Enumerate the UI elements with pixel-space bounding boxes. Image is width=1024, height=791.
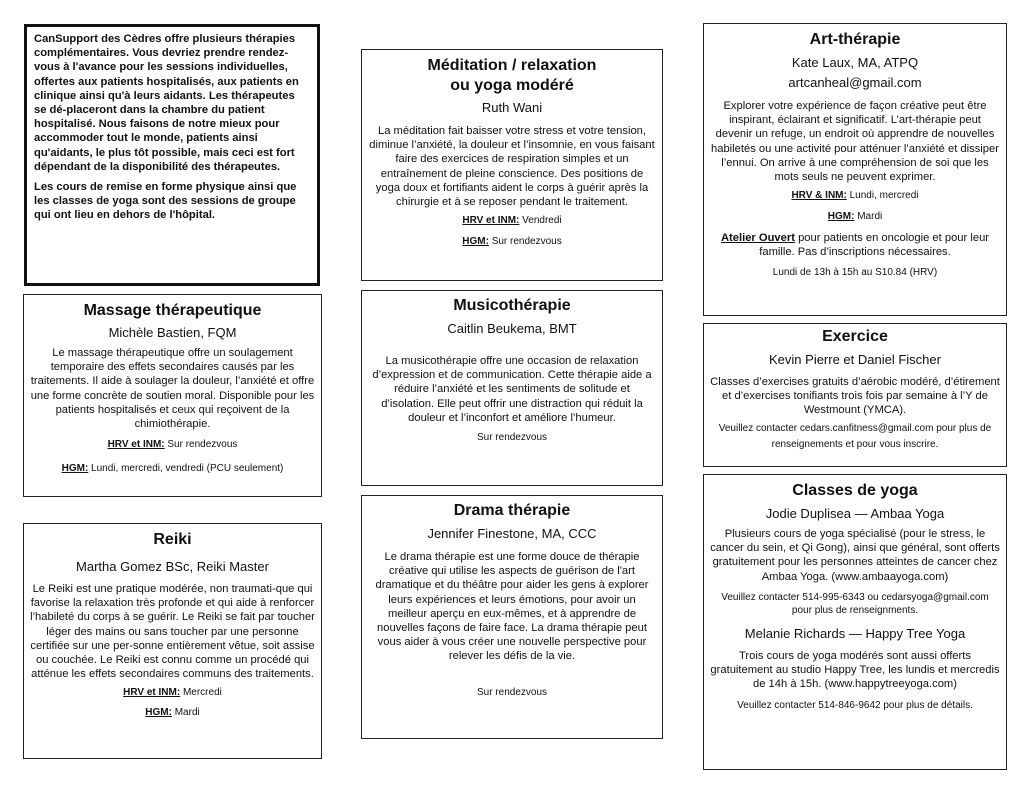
reiki-box [23, 523, 322, 759]
art-therapy-schedule-hgm [710, 210, 1000, 223]
drama-therapy-description: Le drama thérapie est une forme douce de thérapie créative qui utilise les aspects de guérison de l'art dramatique et du théâtre pour aider les gens à explorer leurs expériences et leurs émotions, pour avoir un meilleur aperçu en eux-mêmes, et à apprendre de nouvelles façons de faire face. La drama thérapie peut vous aider à vous créer une nouvelle perspective pour relever les défis de la vie. [375, 551, 649, 663]
art-therapy-atelier-label: Atelier Ouvert [720, 232, 795, 245]
meditation-schedule-hgm [368, 235, 656, 248]
meditation-title-line-2: ou yoga modéré [450, 77, 574, 94]
intro-paragraph-1: CanSupport des Cèdres offre plusieurs thérapies complémentaires. Vous devriez prendre rendez-vous à l'avance pour les sessions individuelles, offertes aux patients hospitalisés, aux patients en clinique ainsi qu'à leurs aidants. Les thérapeutes se dé-placeront dans la chambre du patient hospitalisé. Nous faisons de notre mieux pour accommoder tout le monde, patients ainsi qu'aidants, le plus tôt possible, mais ceci est fort dépendant de la disponibilité des thérapeutes. [34, 33, 299, 173]
art-therapy-therapist: Kate Laux, MA, ATPQ [791, 55, 919, 70]
art-therapy-email: artcanheal@gmail.com [788, 75, 922, 90]
reiki-therapist: Martha Gomez BSc, Reiki Master [76, 559, 269, 574]
reiki-schedule-hrv-label: HRV et INM: [123, 687, 181, 699]
meditation-schedule-hgm-text: Sur rendezvous [488, 236, 562, 248]
exercise-box [703, 323, 1007, 467]
meditation-schedule-hrv-text: Vendredi [519, 215, 562, 227]
yoga-description-ambaa: Plusieurs cours de yoga spécialisé (pour le stress, le cancer du sein, et Qi Gong), ainsi que général, sont offerts gratuitement pour les personnes atteintes de cancer chez Ambaa Yoga. (www.ambaayoga.com) [710, 528, 1000, 583]
yoga-teacher-ambaa: Jodie Duplisea — Ambaa Yoga [765, 506, 945, 521]
drama-therapy-therapist: Jennifer Finestone, MA, CCC [427, 526, 597, 541]
intro-box [24, 24, 320, 286]
art-therapy-atelier-time: Lundi de 13h à 15h au S10.84 (HRV) [772, 266, 938, 278]
meditation-schedule-hgm-label: HGM: [462, 236, 489, 248]
massage-schedule-hgm [30, 462, 315, 475]
drama-therapy-box [361, 495, 663, 739]
yoga-contact-ambaa: Veuillez contacter 514-995-6343 ou cedarsyoga@gmail.com pour plus de renseignments. [721, 591, 989, 616]
massage-therapist: Michèle Bastien, FQM [108, 325, 237, 340]
art-therapy-schedule-hgm-label: HGM: [827, 211, 855, 223]
meditation-therapist: Ruth Wani [481, 100, 543, 115]
art-therapy-schedule-hrv-label: HRV & INM: [791, 190, 847, 202]
massage-description: Le massage thérapeutique offre un soulagement temporaire des effets secondaires causés par les traitements. Il aide à soulager la douleur, l’anxiété et offre une forme concrète de soutien moral. Disponible pour les patients hospitalisés et ceux qui reçoivent de la chimiothérapie. [30, 347, 315, 431]
art-therapy-description: Explorer votre expérience de façon créative peut être inspirant, éclairant et significatif. L’art-thérapie peut devenir un refuge, un endroit où apprendre de nouvelles habiletés ou une activité pour atténuer l’anxiété et dissiper l’ennui. On arrive à une compréhension de soi que les mots seuls ne peuvent exprimer. [711, 100, 999, 184]
meditation-schedule-hrv [368, 214, 656, 227]
art-therapy-title: Art-thérapie [809, 31, 901, 48]
drama-therapy-title: Drama thérapie [453, 502, 571, 519]
intro-paragraph-2: Les cours de remise en forme physique ainsi que les classes de yoga sont des sessions de groupe qui ont lieu en dehors de l'hôpital. [34, 181, 297, 222]
yoga-contact-happy-tree: Veuillez contacter 514-846-9642 pour plus de détails. [737, 700, 973, 712]
exercise-description: Classes d’exercises gratuits d’aérobic modéré, d’étirement et d’exercises tonifiants trois fois par semaine à l’Y de Westmount (YMCA). [710, 376, 1000, 417]
drama-therapy-schedule: Sur rendezvous [476, 686, 548, 698]
exercise-contact: Veuillez contacter cedars.canfitness@gmail.com pour plus de renseignements et pour vous inscrire. [718, 422, 992, 450]
meditation-description: La méditation fait baisser votre stress et votre tension, diminue l’anxiété, la douleur et l’insomnie, en vous faisant faire des exercices de respiration simples et un entraînement de pleine conscience. Des positions de yoga doux et fortifiants aident le corps à guérir après la chirurgie et à se reposer pendant le traitement. [369, 125, 655, 209]
art-therapy-box [703, 23, 1007, 316]
massage-schedule-hrv-text: Sur rendezvous [164, 439, 238, 451]
art-therapy-schedule-hrv-text: Lundi, mercredi [846, 190, 919, 202]
musicotherapy-schedule: Sur rendezvous [476, 432, 548, 444]
art-therapy-schedule-hgm-text: Mardi [854, 211, 883, 223]
reiki-schedule-hrv [30, 686, 315, 699]
yoga-description-happy-tree: Trois cours de yoga modérés sont aussi offerts gratuitement au studio Happy Tree, les lundis et mercredis de 14h à 15h. (www.happytreeyoga.com) [710, 649, 1000, 691]
exercise-title: Exercice [822, 328, 888, 345]
massage-schedule-hrv-label: HRV et INM: [107, 439, 165, 451]
reiki-schedule-hgm [30, 706, 315, 719]
massage-box [23, 294, 322, 497]
massage-schedule-hgm-label: HGM: [61, 463, 89, 475]
musicotherapy-title: Musicothérapie [453, 297, 571, 314]
musicotherapy-therapist: Caitlin Beukema, BMT [447, 321, 577, 336]
reiki-schedule-hgm-text: Mardi [171, 707, 200, 719]
reiki-description: Le Reiki est une pratique modérée, non traumati-que qui favorise la relaxation très profonde et qui aide à renforcer l’habileté du corps à se guérir. Le Reiki se fait par toucher léger des mains ou sans toucher par une personne certifiée sur une per-sonne entièrement vêtue, soit assise ou couchée. Le Reiki est connu comme un procédé qui atténue les effets secondaires communs des traitements. [30, 583, 315, 681]
meditation-title-line-1: Méditation / relaxation [427, 57, 597, 74]
yoga-title: Classes de yoga [792, 482, 918, 499]
exercise-instructors: Kevin Pierre et Daniel Fischer [769, 352, 941, 367]
musicotherapy-box [361, 290, 663, 486]
yoga-box [703, 474, 1007, 770]
reiki-schedule-hgm-label: HGM: [145, 707, 172, 719]
art-therapy-schedule-hrv [710, 189, 1000, 202]
reiki-title: Reiki [153, 531, 192, 548]
reiki-schedule-hrv-text: Mercredi [180, 687, 222, 699]
art-therapy-atelier [710, 231, 1000, 259]
art-therapy-atelier-text: pour patients en oncologie et pour leur famille. Pas d’inscriptions nécessaires. [759, 232, 990, 259]
massage-schedule-hrv [30, 438, 315, 451]
meditation-schedule-hrv-label: HRV et INM: [462, 215, 520, 227]
massage-title: Massage thérapeutique [83, 302, 262, 319]
yoga-teacher-happy-tree: Melanie Richards — Happy Tree Yoga [744, 625, 966, 641]
musicotherapy-description: La musicothérapie offre une occasion de relaxation d’expression et de communication. Cette thérapie aide a réduire l’anxiété et les sentiments de solitude et d’isolation. Elle peut offrir une distraction qui réduit la douleur et l’inconfort et améliore l’humeur. [372, 355, 652, 424]
meditation-box [361, 49, 663, 281]
massage-schedule-hgm-text: Lundi, mercredi, vendredi (PCU seulement) [88, 463, 284, 475]
